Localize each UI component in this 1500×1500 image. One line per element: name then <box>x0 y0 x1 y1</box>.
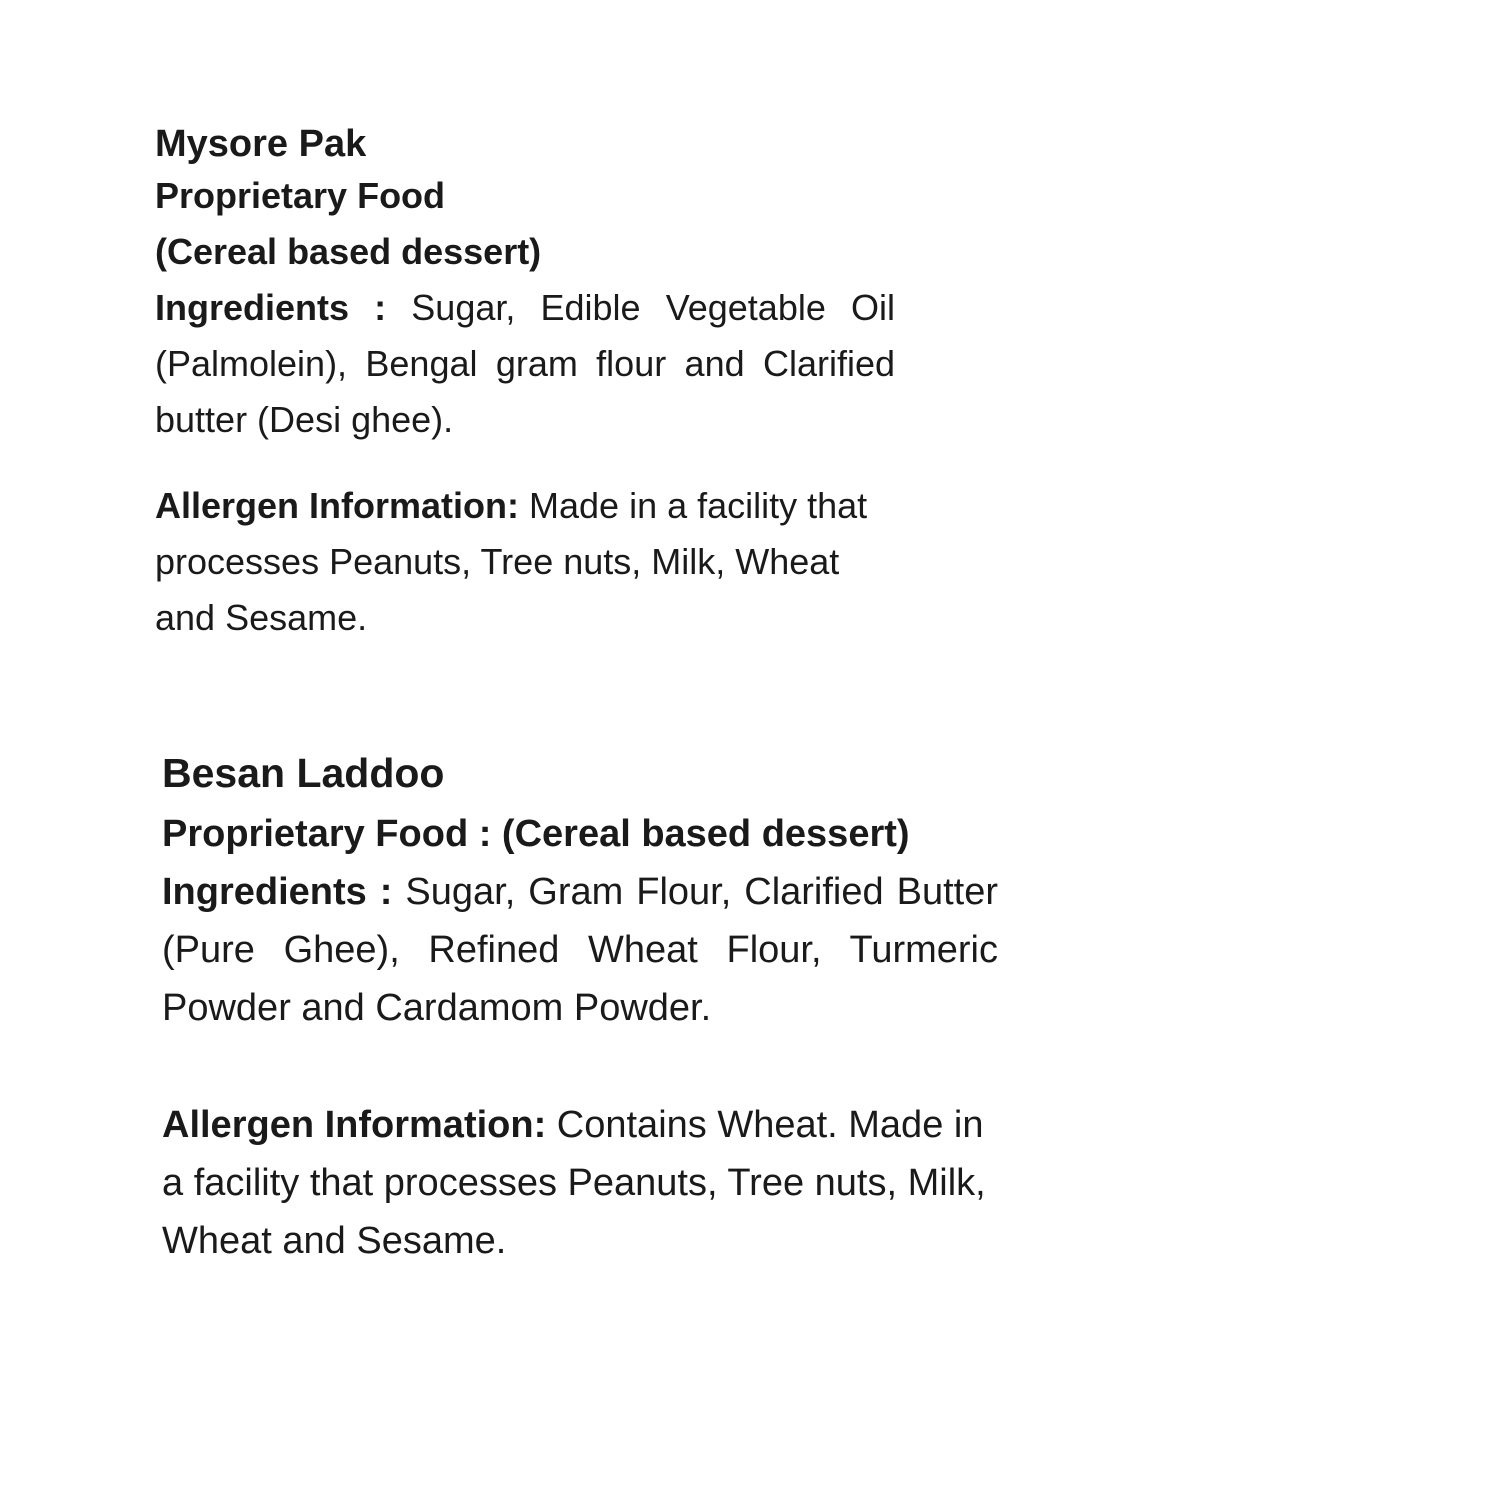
mysore-pak-category: (Cereal based dessert) <box>155 231 542 272</box>
besan-laddoo-allergen-text: Contains Wheat. Made in a facility that processes Peanuts, Tree nuts, Milk, Wheat and Sesame. <box>162 1104 986 1262</box>
besan-laddoo-proprietary-food: Proprietary Food : (Cereal based dessert) <box>162 813 910 855</box>
besan-laddoo-ingredients-text: Sugar, Gram Flour, Clarified Butter (Pure Ghee), Refined Wheat Flour, Turmeric Powder and Cardamom Powder. <box>162 871 999 1029</box>
mysore-pak-allergen-text: Made in a facility that processes Peanuts, Tree nuts, Milk, Wheat and Sesame. <box>155 485 868 638</box>
mysore-pak-title: Mysore Pak <box>155 123 367 165</box>
besan-laddoo-title: Besan Laddoo <box>162 750 445 796</box>
besan-laddoo-allergen-info <box>162 1096 998 1270</box>
mysore-pak-allergen-label: Allergen Information: <box>155 485 520 526</box>
mysore-pak-allergen-info <box>155 478 895 646</box>
mysore-pak-proprietary-food: Proprietary Food <box>155 175 446 216</box>
besan-laddoo-section <box>162 745 998 1270</box>
mysore-pak-ingredients <box>155 280 895 448</box>
besan-laddoo-ingredients-label: Ingredients : <box>162 871 393 913</box>
mysore-pak-ingredients-text: Sugar, Edible Vegetable Oil (Palmolein), Bengal gram flour and Clarified butter (Desi ghee). <box>155 287 895 440</box>
mysore-pak-section <box>155 120 895 646</box>
besan-laddoo-allergen-label: Allergen Information: <box>162 1104 547 1146</box>
besan-laddoo-ingredients <box>162 863 998 1037</box>
mysore-pak-ingredients-label: Ingredients : <box>155 287 387 328</box>
